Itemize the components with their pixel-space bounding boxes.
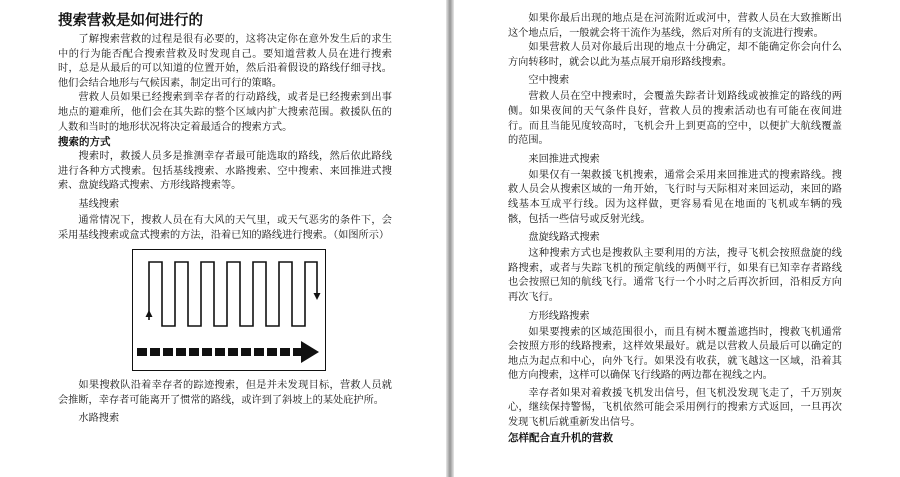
section-title: 搜索营救是如何进行的 bbox=[58, 12, 203, 29]
left-column bbox=[58, 12, 392, 428]
subheading-water-search: 水路搜索 bbox=[78, 413, 120, 425]
subsection-heading-helicopter: 怎样配合直升机的营救 bbox=[508, 431, 613, 444]
right-arrow-icon bbox=[301, 341, 319, 363]
up-arrow-icon bbox=[146, 310, 153, 317]
paragraph: 如果要搜索的区域范围很小，而且有树木覆盖遮挡时，搜救飞机通常会按照方形的线路搜索，这样效果最好。就是以营救人员最后可以确定的地点为起点和中心，向外飞行。如果没有收获，就飞越这一区域，沿着其他方向搜索，这样可以确保飞行线路的两边都在视线之内。 bbox=[508, 326, 842, 382]
subsection-heading-search-methods: 搜索的方式 bbox=[58, 136, 111, 149]
paragraph: 这种搜索方式也是搜救队主要利用的方法，搜寻飞机会按照盘旋的线路搜索，或者与失踪飞机的预定航线的两侧平行，如果有已知幸存者路线也会按照已知的航线飞行。通常飞行一个小时之后再次折回，沿相反方向再次飞行。 bbox=[508, 248, 842, 303]
subheading-baseline-search: 基线搜索 bbox=[78, 198, 120, 210]
paragraph: 搜索时，救援人员多是推测幸存者最可能选取的路线，然后依此路线进行各种方式搜索。包括基线搜索、水路搜索、空中搜索、来回推进式搜索、盘旋线路式搜索、方形线路搜索等。 bbox=[58, 151, 392, 192]
subheading-square-search: 方形线路搜索 bbox=[528, 310, 590, 322]
right-column bbox=[508, 12, 842, 446]
subheading-spiral-search: 盘旋线路式搜索 bbox=[528, 232, 600, 244]
subheading-air-search: 空中搜索 bbox=[528, 75, 570, 87]
paragraph: 如果搜救队沿着幸存者的踪迹搜索，但是并未发现目标，营救人员就会推断，幸存者可能离开了惯常的路线，或许到了斜坡上的某处庇护所。 bbox=[58, 380, 392, 406]
paragraph: 如果仅有一架救援飞机搜索，通常会采用来回推进式的搜索路线。搜救人员会从搜索区域的一角开始，飞行时与天际相对来回运动，来回的路线基本互成平行线。因为这样做，更容易看见在地面的飞机或车辆的残骸，包括一些信号或反射光线。 bbox=[508, 169, 842, 225]
right-page bbox=[456, 0, 900, 477]
subheading-back-forth-search: 来回推进式搜索 bbox=[528, 153, 600, 165]
book-spine-divider bbox=[446, 0, 454, 477]
down-arrow-icon bbox=[314, 293, 321, 300]
paragraph: 通常情况下，搜救人员在有大风的天气里，或天气恶劣的条件下，会采用基线搜索或盒式搜索的方法，沿着已知的路线进行搜索。（如图所示） bbox=[58, 214, 392, 241]
paragraph: 如果你最后出现的地点是在河流附近或河中，营救人员在大致推断出这个地点后，一般就会将干流作为基线，然后对所有的支流进行搜索。 bbox=[508, 13, 842, 39]
paragraph: 了解搜索营救的过程是很有必要的，这将决定你在意外发生后的求生中的行为能否配合搜索营救及时发现自己。要知道营救人员在进行搜索时，总是从最后的可以知道的位置开始，然后沿着假设的路线仔细寻找。他们会结合地形与气候因素，制定出可行的策略。 bbox=[58, 34, 392, 89]
paragraph: 营救人员在空中搜索时，会覆盖失踪者计划路线或被推定的路线的两侧。如果夜间的天气条件良好，营救人员的搜索活动也有可能在夜间进行。而且当能见度较高时，飞机会升上到更高的空中，以便扩大航线覆盖的范围。 bbox=[508, 91, 842, 147]
diagram-svg bbox=[133, 250, 325, 370]
baseline-search-diagram bbox=[132, 249, 326, 371]
search-path-line bbox=[149, 262, 317, 326]
left-page bbox=[0, 0, 444, 477]
paragraph: 如果营救人员对你最后出现的地点十分确定，却不能确定你会向什么方向转移时，就会以此为基点展开扇形路线搜索。 bbox=[508, 42, 842, 68]
paragraph: 幸存者如果对着救援飞机发出信号，但飞机没发现飞走了，千万别灰心，继续保持警惕，飞机依然可能会采用例行的搜索方式返回，一旦再次发现飞机后就重新发出信号。 bbox=[508, 387, 842, 429]
paragraph: 营救人员如果已经搜索到幸存者的行动路线，或者是已经搜索到出事地点的避难所，他们会在其失踪的整个区域内扩大搜索范围。救援队伍的人数和当时的地形状况将决定着最适合的搜索方式。 bbox=[58, 92, 392, 133]
